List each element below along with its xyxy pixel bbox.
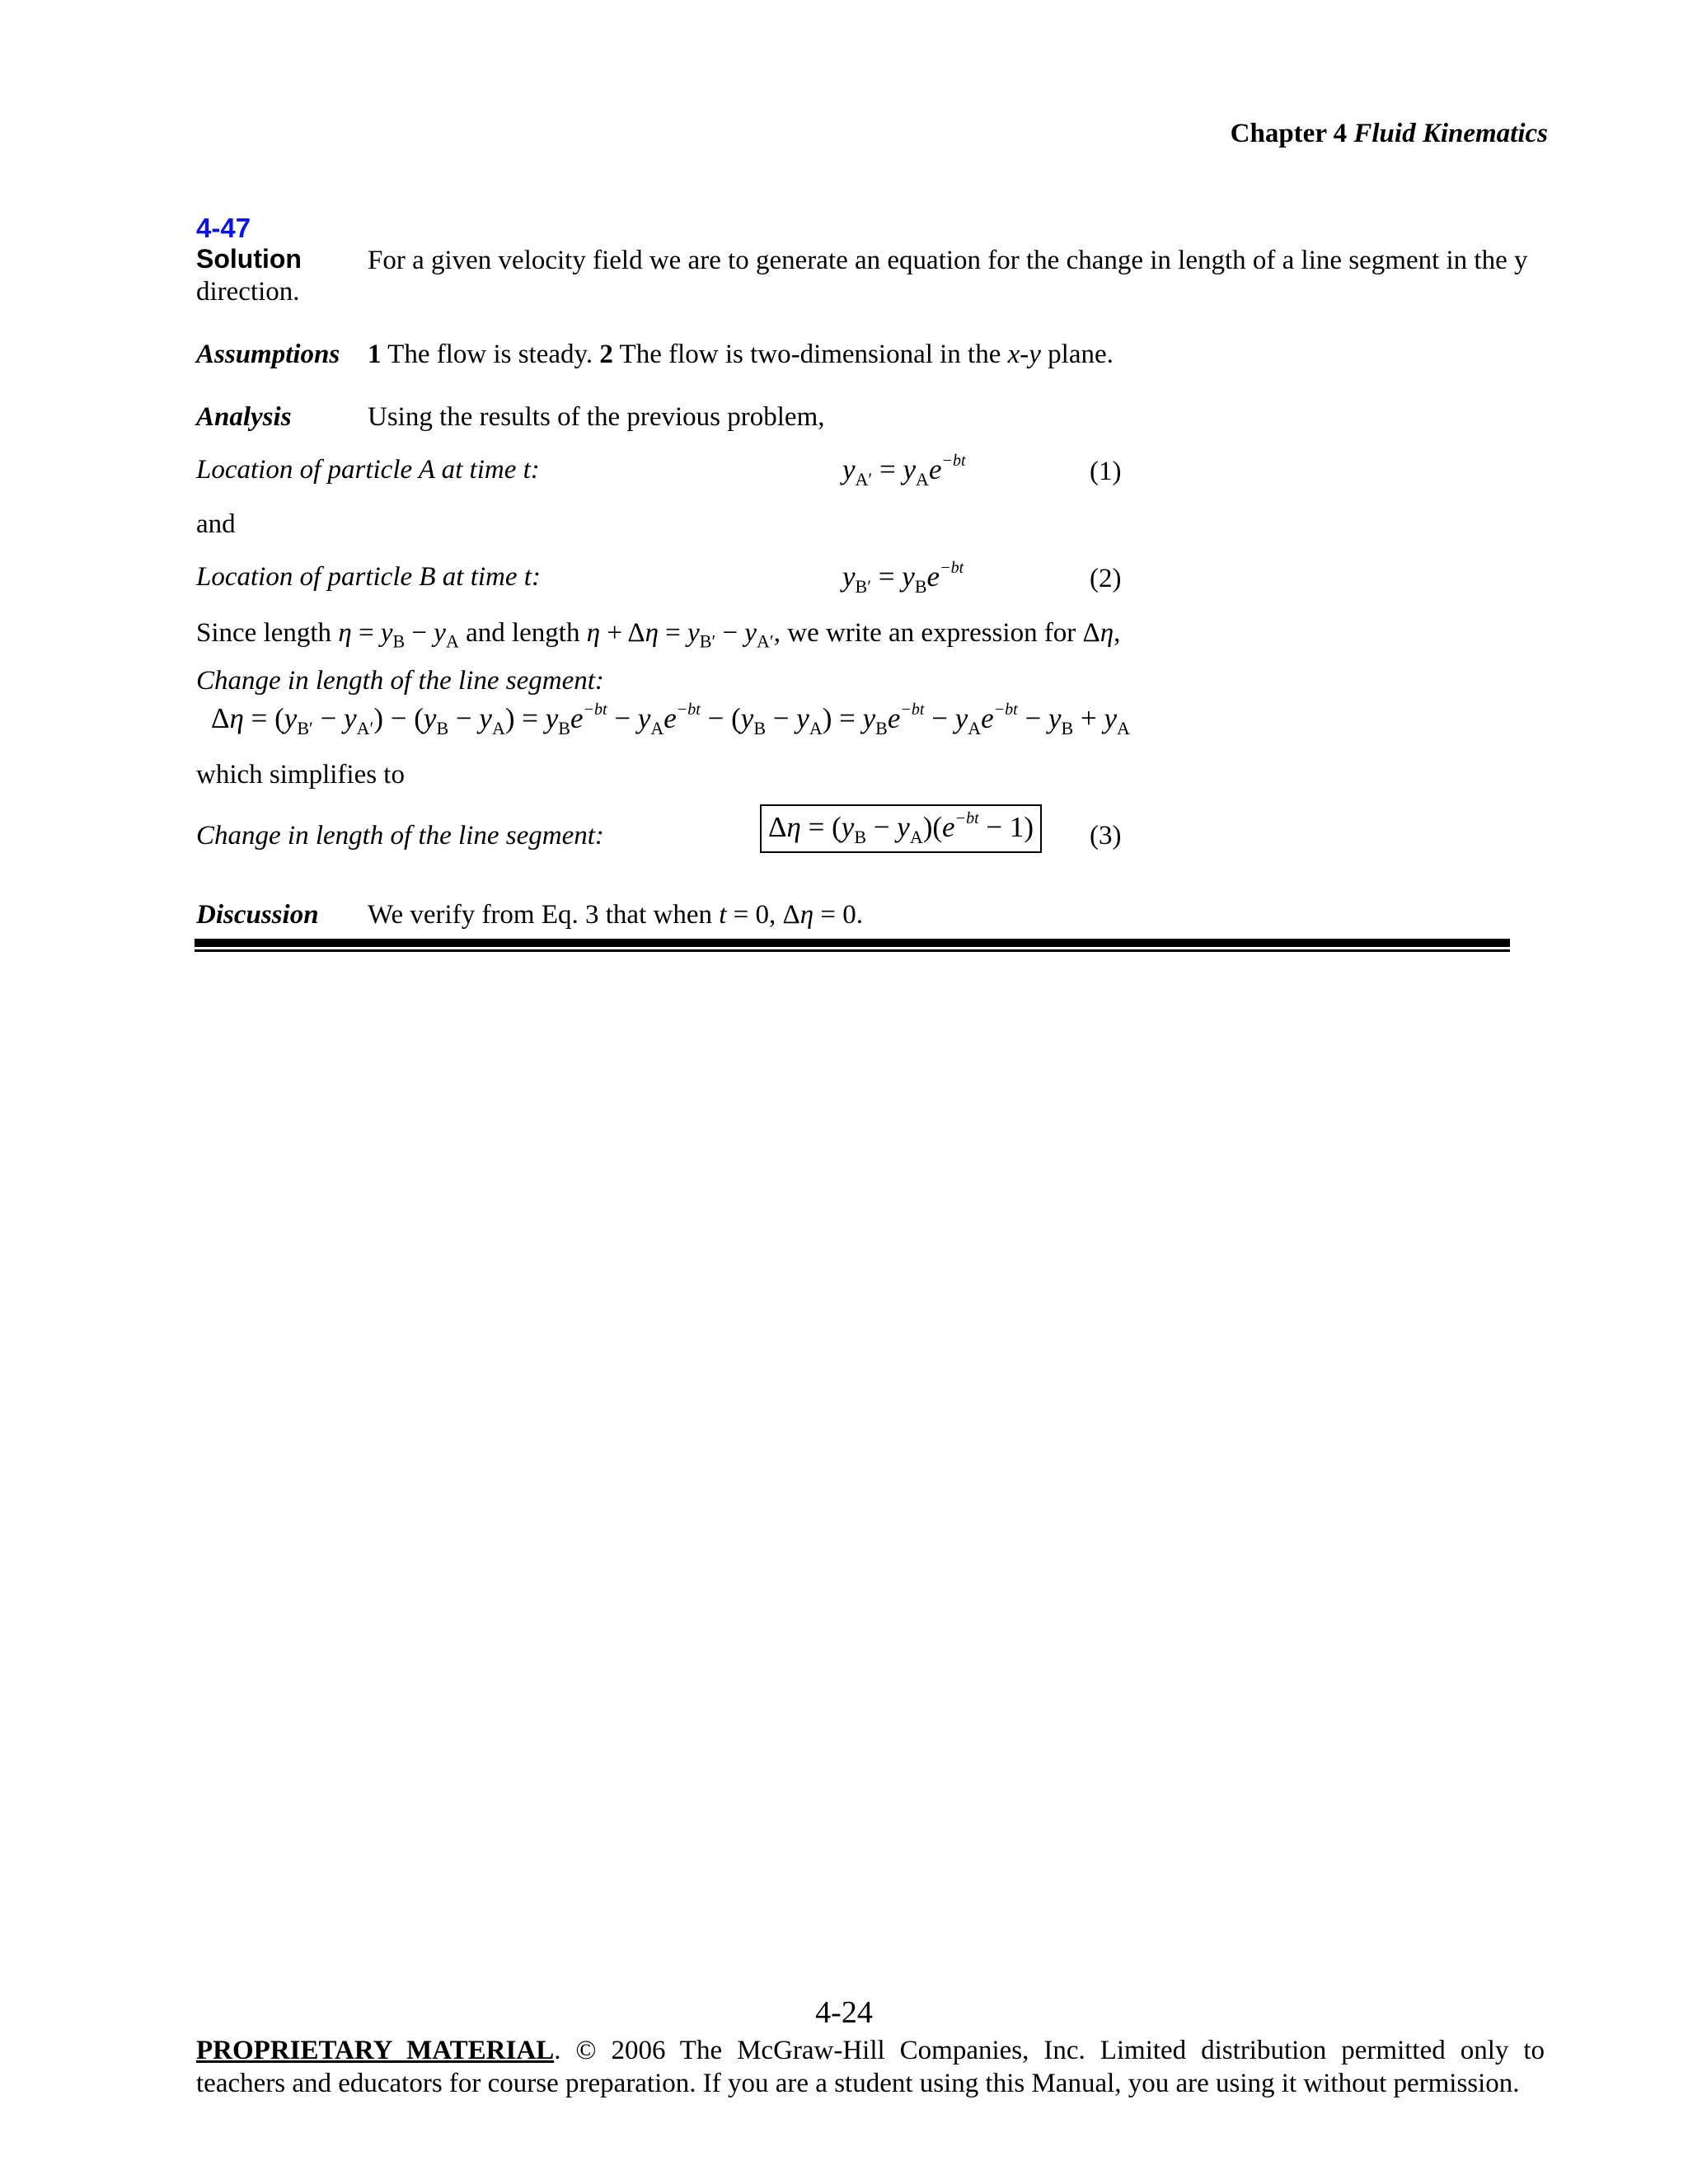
chapter-title: Fluid Kinematics — [1353, 119, 1548, 148]
solution-text — [368, 244, 1546, 277]
change-length-label: Change in length of the line segment: — [196, 666, 604, 696]
section-divider-thin — [195, 949, 1510, 952]
since-text-part3: , we write an expression for — [773, 618, 1076, 648]
discussion-text: We verify from Eq. 3 that when t = 0, Δη = 0. — [368, 900, 863, 930]
assumption-1-number: 1 — [368, 340, 382, 369]
assumption-1-text: The flow is steady. — [387, 340, 593, 369]
assumption-2-text: The flow is two-dimensional in the — [619, 340, 1001, 369]
chapter-header — [1231, 117, 1548, 150]
analysis-label: Analysis — [196, 402, 292, 432]
location-b-label: Location of particle B at time t: — [196, 562, 541, 592]
solution-text-line1: For a given velocity field we are to generate an equation for the change in length of a line segment in the y — [368, 246, 1528, 275]
assumptions-label: Assumptions — [196, 340, 340, 369]
footer-notice — [196, 2034, 1545, 2100]
and-text: and — [196, 509, 236, 539]
proprietary-label: PROPRIETARY MATERIAL — [196, 2036, 555, 2065]
assumption-2-variable: x-y — [1007, 340, 1041, 369]
solution-text-line2: direction. — [196, 277, 300, 307]
equation-2-number: (2) — [1090, 564, 1122, 593]
assumption-2-post: plane. — [1048, 340, 1114, 369]
discussion-text-part: We verify from Eq. 3 that when — [368, 900, 712, 930]
equation-1: $y_{A'} = y_Ae^{-bt}$ — [842, 452, 966, 490]
change-length-label-2: Change in length of the line segment: — [196, 821, 604, 851]
location-a-label: Location of particle A at time t: — [196, 455, 540, 485]
chapter-number: Chapter 4 — [1230, 119, 1348, 148]
assumption-2-number: 2 — [599, 340, 613, 369]
since-text-part2: and length — [466, 618, 580, 648]
page-number: 4-24 — [815, 1995, 873, 2030]
since-length-text: Since length $\eta = y_B - y_A$ and length $\eta + \Delta\eta = y_{B'} - y_{A'}$, we write an expression for Δη, — [196, 618, 1121, 652]
equation-1-number: (1) — [1090, 457, 1122, 486]
equation-2: $y_{B'} = y_Be^{-bt}$ — [842, 559, 964, 597]
section-divider-thick — [195, 939, 1510, 947]
solution-label: Solution — [196, 244, 302, 274]
equation-3-number: (3) — [1090, 821, 1122, 851]
problem-number: 4-47 — [196, 213, 251, 243]
equation-expansion: $\Delta\eta = (y_{B'} - y_{A'}) - (y_B - y_A) = y_Be^{-bt} - y_Ae^{-bt} - (y_B - y_A) = y_Be^{-bt} - y_Ae^{-bt} - y_B + y_A$ — [211, 701, 1130, 738]
discussion-label: Discussion — [196, 900, 319, 930]
assumptions-text — [368, 338, 1114, 371]
simplifies-text: which simplifies to — [196, 760, 405, 790]
footer-line1: . © 2006 The McGraw-Hill Companies, Inc. Limited distribution permitted only to — [554, 2036, 1545, 2065]
boxed-result-equation: $\Delta\eta = (y_B - y_A)(e^{-bt} - 1)$ — [760, 804, 1042, 853]
footer-line2: teachers and educators for course preparation. If you are a student using this Manual, you are using it without permission. — [196, 2069, 1520, 2098]
analysis-text: Using the results of the previous problem, — [368, 402, 825, 432]
since-text-part1: Since length — [196, 618, 332, 648]
